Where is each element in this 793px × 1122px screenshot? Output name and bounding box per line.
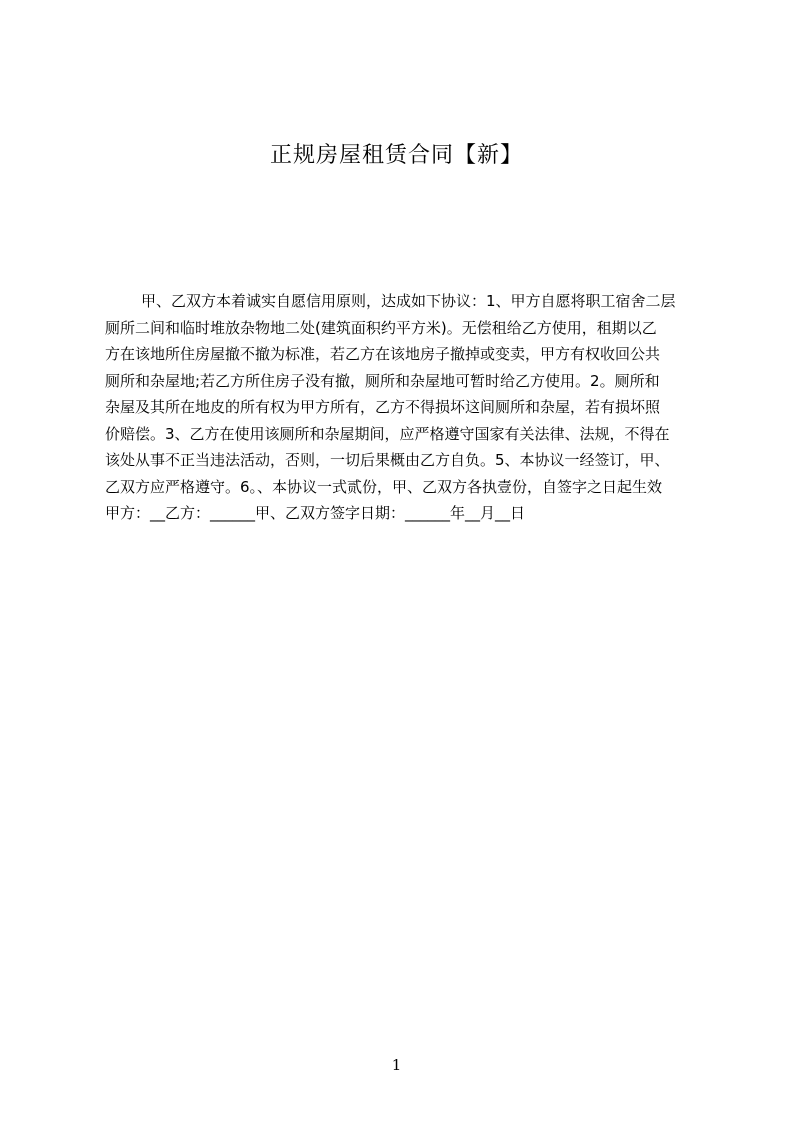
body-line: 该处从事不正当违法活动，否则，一切后果概由乙方自负。5、本协议一经签订，甲、 [105,451,670,469]
body-line: 杂屋及其所在地皮的所有权为甲方所有，乙方不得损坏这间厕所和杂屋，若有损坏照 [105,398,661,416]
body-line: 厕所和杂屋地;若乙方所住房子没有撤，厕所和杂屋地可暂时给乙方使用。2。厕所和 [105,371,660,390]
body-line: 价赔偿。3、乙方在使用该厕所和杂屋期间，应严格遵守国家有关法律、法规，不得在 [105,424,670,443]
body-line: 乙双方应严格遵守。6。、本协议一式贰份，甲、乙双方各执壹份，自签字之日起生效 [105,477,663,496]
contract-body [105,288,705,533]
body-line: 甲、乙双方本着诚实自愿信用原则，达成如下协议：1、甲方自愿将职工宿舍二层 [141,292,676,310]
body-line: 方在该地所住房屋撤不撤为标准，若乙方在该地房子撤掉或变卖，甲方有权收回公共 [105,345,661,363]
document-title: 正规房屋租赁合同【新】 [269,143,523,168]
signature-line: 甲方：__乙方：______甲、乙双方签字日期：______年__月__日 [105,504,526,522]
page-number: 1 [391,1056,402,1074]
body-line: 厕所二间和临时堆放杂物地二处(建筑面积约平方米)。无偿租给乙方使用，租期以乙 [105,318,657,337]
